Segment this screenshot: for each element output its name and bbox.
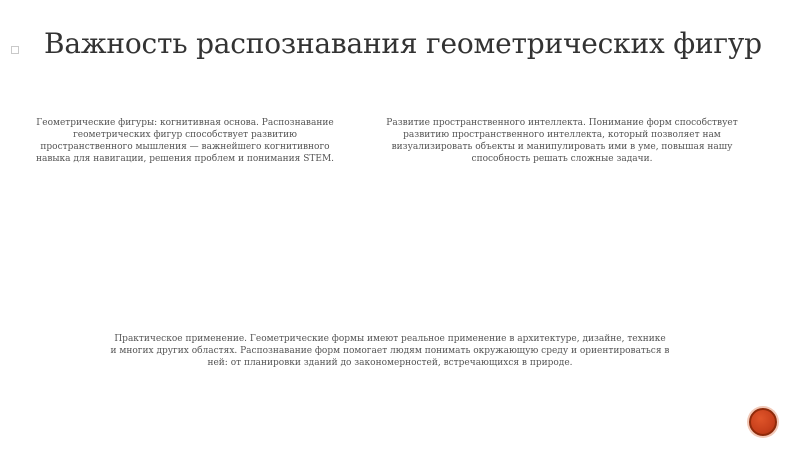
corner-square-icon — [11, 46, 19, 54]
slide-title: Важность распознавания геометрических фигур — [44, 27, 762, 60]
text-block-practical-application: Практическое применение. Геометрические формы имеют реальное применение в архитектуре, дизайне, технике и многих других областях. Распознавание форм помогает людям понимать окружающую среду и ориентироваться в ней: от планировки зданий до закономерностей, встречающихся в природе. — [110, 334, 670, 368]
text-block-cognitive-basis: Геометрические фигуры: когнитивная основа. Распознавание геометрических фигур способствует развитию пространственного мышления — важнейшего когнитивного навыка для навигации, решения проблем и понимания STEM. — [35, 118, 335, 164]
next-slide-circle-icon[interactable] — [749, 408, 777, 436]
text-block-spatial-intelligence: Развитие пространственного интеллекта. Понимание форм способствует развитию пространственного интеллекта, который позволяет нам визуализировать объекты и манипулировать ими в уме, повышая нашу способность решать сложные задачи. — [386, 118, 738, 164]
